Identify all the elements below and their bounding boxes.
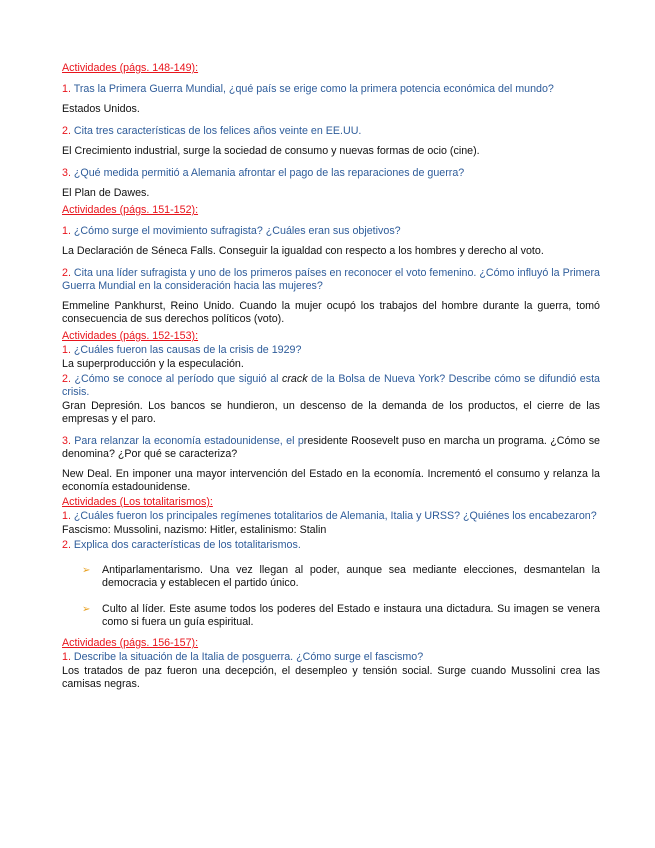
list-item	[82, 603, 600, 629]
question-text: ¿Cómo surge el movimiento sufragista? ¿Cuáles eran sus objetivos?	[70, 225, 401, 237]
question-text: Tras la Primera Guerra Mundial, ¿qué país se erige como la primera potencia económica del mundo?	[70, 83, 554, 95]
question-number: 1.	[62, 651, 71, 663]
question-text: Cita una líder sufragista y uno de los primeros países en reconocer el voto femenino. ¿Cómo influyó la Primera Guerra Mundial en la consideración hacia las mujeres?	[62, 267, 600, 292]
arrow-bullet-icon: ➢	[82, 604, 91, 615]
question-text: ¿Qué medida permitió a Alemania afrontar el pago de las reparaciones de guerra?	[70, 167, 465, 179]
answer: La Declaración de Séneca Falls. Conseguir la igualdad con respecto a los hombres y derecho al voto.	[62, 245, 544, 257]
document-page	[62, 62, 600, 700]
question-text: ¿Cuáles fueron los principales regímenes totalitarios de Alemania, Italia y URSS? ¿Quiénes los encabezaron?	[70, 510, 597, 522]
list-item	[82, 564, 600, 590]
answer: Emmeline Pankhurst, Reino Unido. Cuando la mujer ocupó los trabajos del hombre durante la guerra, tomó consecuencia de sus derechos políticos (voto).	[62, 300, 600, 325]
question	[62, 510, 600, 523]
question-emphasis: crack	[282, 373, 308, 385]
question-text: Describe la situación de la Italia de posguerra. ¿Cómo surge el fascismo?	[70, 651, 424, 663]
answer: Gran Depresión. Los bancos se hundieron, un descenso de la demanda de los productos, el cierre de las empresas y el paro.	[62, 400, 600, 425]
question-number: 2.	[62, 539, 71, 551]
question	[62, 125, 600, 138]
section-header: Actividades (págs. 148-149):	[62, 62, 199, 74]
bullet-text: Antiparlamentarismo. Una vez llegan al poder, aunque sea mediante elecciones, desmantelan la democracia y establecen el partido único.	[102, 564, 600, 589]
question-number: 2.	[62, 125, 71, 137]
question-number: 1.	[62, 344, 71, 356]
question	[62, 83, 600, 96]
answer: El Crecimiento industrial, surge la sociedad de consumo y nuevas formas de ocio (cine).	[62, 145, 480, 157]
section-header: Actividades (págs. 152-153):	[62, 330, 199, 342]
question	[62, 539, 600, 552]
question-text: Explica dos características de los totalitarismos.	[70, 539, 301, 551]
question	[62, 435, 600, 461]
question	[62, 344, 600, 357]
section-header: Actividades (págs. 151-152):	[62, 204, 199, 216]
answer: La superproducción y la especulación.	[62, 358, 244, 370]
question-text: de la Bolsa de Nueva York? Describe cómo se difundió esta crisis.	[62, 373, 600, 398]
question	[62, 167, 600, 180]
question-text: residente Roosevelt puso en marcha un programa. ¿Cómo se denomina? ¿Por qué se caracteriza?	[62, 435, 600, 460]
question	[62, 373, 600, 399]
question-number: 3.	[62, 435, 71, 447]
answer: El Plan de Dawes.	[62, 187, 150, 199]
question-number: 1.	[62, 225, 71, 237]
answer: New Deal. En imponer una mayor intervención del Estado en la economía. Incrementó el consumo y relanza la economía estadounidense.	[62, 468, 600, 493]
question-text: ¿Cuáles fueron las causas de la crisis de 1929?	[70, 344, 302, 356]
question-number: 1.	[62, 510, 71, 522]
question	[62, 225, 600, 238]
question	[62, 651, 600, 664]
bullet-list	[62, 564, 600, 629]
question-number: 1.	[62, 83, 71, 95]
question	[62, 267, 600, 293]
question-number: 2.	[62, 373, 71, 385]
answer: Los tratados de paz fueron una decepción, el desempleo y tensión social. Surge cuando Mussolini crea las camisas negras.	[62, 665, 600, 690]
question-number: 2.	[62, 267, 71, 279]
arrow-bullet-icon: ➢	[82, 565, 91, 576]
question-text: ¿Cómo se conoce al período que siguió al	[70, 373, 283, 385]
answer: Fascismo: Mussolini, nazismo: Hitler, estalinismo: Stalin	[62, 524, 327, 536]
answer: Estados Unidos.	[62, 103, 140, 115]
question-number: 3.	[62, 167, 71, 179]
question-text: Para relanzar la economía estadounidense, el p	[70, 435, 304, 447]
section-header: Actividades (Los totalitarismos):	[62, 496, 213, 508]
question-text: Cita tres características de los felices años veinte en EE.UU.	[70, 125, 362, 137]
section-header: Actividades (págs. 156-157):	[62, 637, 199, 649]
bullet-text: Culto al líder. Este asume todos los poderes del Estado e instaura una dictadura. Su imagen se venera como si fuera un guía espiritual.	[102, 603, 600, 628]
